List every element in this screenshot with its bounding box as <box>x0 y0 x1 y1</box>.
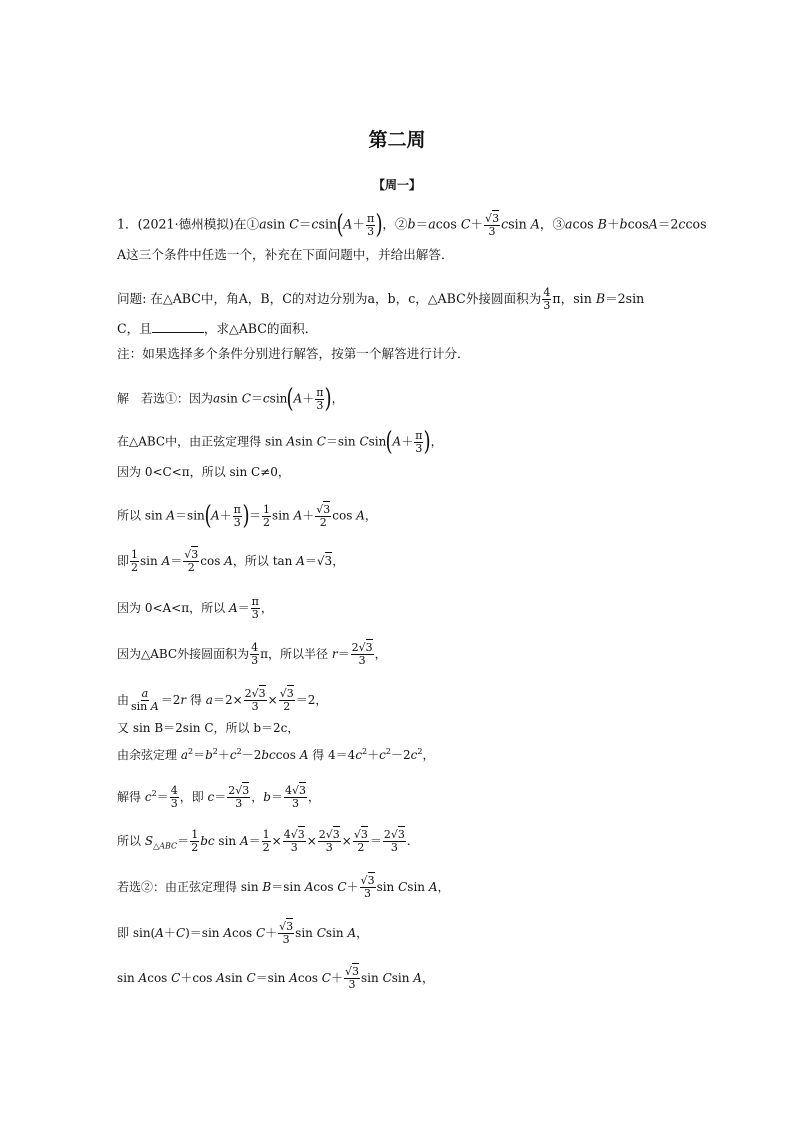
section-subtitle: 【周一】 <box>372 178 421 192</box>
solution-line-13: 若选②：由正弦定理得 sin B＝sin Acos C＋ $\frac{√3}{3}$ sin Csin A， <box>117 874 450 900</box>
note: 注：如果选择多个条件分别进行解答，按第一个解答进行计分． <box>117 346 470 361</box>
solution-line-10: 由余弦定理 $a^2=b^2+c^2-2bccos$ A 得 $4=4c^2+c^2-2c^2$， <box>117 747 435 762</box>
answer-blank[interactable] <box>152 332 204 333</box>
solution-line-14: 即 sin(A＋C)＝sin Acos C＋ $\frac{√3}{3}$ sin Csin A， <box>117 920 369 946</box>
solution-line-2: 在△ABC中，由正弦定理得 sin Asin C＝sin Csin(A＋ $\frac{\pi}{3}$ )， <box>117 427 443 457</box>
solution-line-11: 解得 $c^2=$ $\frac{4}{3}$ ，即 c＝ $\frac{2√3}{3}$ ，b＝ $\frac{4√3}{3}$ ， <box>117 784 321 810</box>
solution-line-15: sin Acos C＋cos Asin C＝sin Acos C＋ $\frac{√3}{3}$ sin Csin A， <box>117 965 434 991</box>
solution-line-5: 即 $\frac{1}{2}$ sin A＝ $\frac{√3}{2}$ cos A，所以 tan A＝√3， <box>117 548 345 574</box>
question-line-2: C，且 ，求△ABC的面积． <box>117 321 318 336</box>
solution-line-9: 又 sin B＝2sin C，所以 b＝2c， <box>117 721 300 735</box>
problem-line-1: 1．(2021·德州模拟)在①asin C＝csin(A＋ $\frac{\pi}{3}$ )，②b＝acos C＋ $\frac{√3}{3}$ csin A，③acos B＋bcosA＝2ccos <box>117 210 707 240</box>
page-title: 第二周 <box>368 129 426 151</box>
solution-line-7: 因为△ABC外接圆面积为 $\frac{4}{3}$ π，所以半径 r＝ $\frac{2√3}{3}$ ， <box>117 641 387 667</box>
solution-line-3: 因为 0<C<π，所以 sin C≠0， <box>117 465 290 479</box>
problem-source: (2021·德州模拟) <box>137 216 234 232</box>
solution-line-12: 所以 $S_{\triangle ABC}=$ $\frac{1}{2}$ bc sin A＝ $\frac{1}{2}$ × $\frac{4√3}{3}$ × $\frac{2√3}{3}$ × $\frac{√3}{2}$ ＝ $\frac{2√3}{3}$ . <box>117 828 411 854</box>
solution-line-1: 解 若选①：因为asin C＝csin(A＋ $\frac{\pi}{3}$ )， <box>117 384 344 414</box>
problem-intro: 在 <box>233 216 247 232</box>
solution-line-6: 因为 0<A<π，所以 A＝ $\frac{\pi}{3}$ ， <box>117 595 273 621</box>
question-line-1: 问题: 在△ABC中，角A，B，C的对边分别为a，b，c，△ABC外接圆面积为 $\frac{4}{3}$ π，sin B＝2sin <box>117 286 645 312</box>
problem-number: 1． <box>117 216 138 232</box>
solution-line-4: 所以 sin A＝sin(A＋ $\frac{\pi}{3}$ )＝ $\frac{1}{2}$ sin A＋ $\frac{√3}{2}$ cos A， <box>117 501 377 531</box>
problem-line-2: A这三个条件中任选一个，补充在下面问题中，并给出解答． <box>117 247 454 262</box>
solution-line-8: 由 $\frac{a}{\text{sin A}}$ ＝2r 得 a＝2× $\frac{2√3}{3}$ × $\frac{√3}{2}$ ＝2， <box>117 687 328 713</box>
